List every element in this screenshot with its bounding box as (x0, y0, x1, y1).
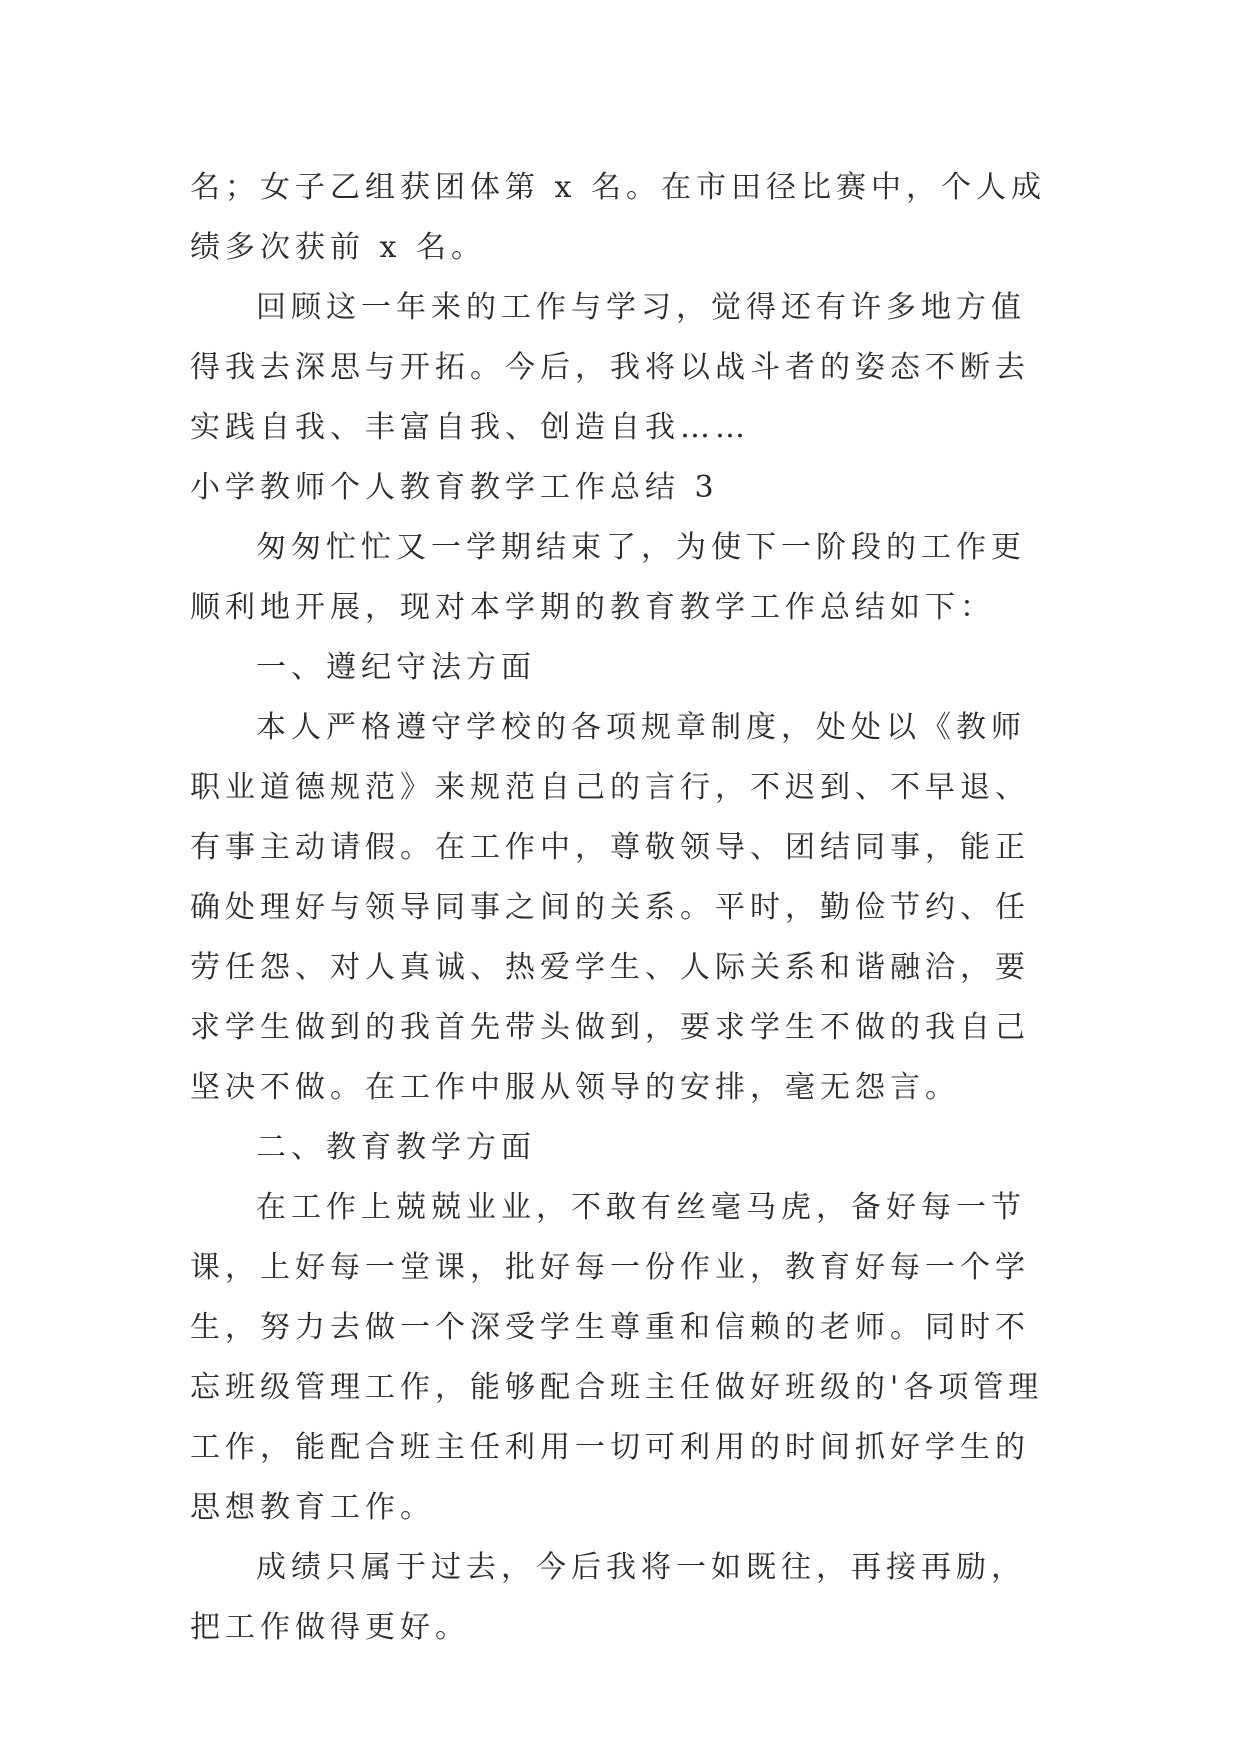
paragraph-law: 本人严格遵守学校的各项规章制度，处处以《教师职业道德规范》来规范自己的言行，不迟到、不早退、有事主动请假。在工作中，尊敬领导、团结同事，能正确处理好与领导同事之间的关系。平时，勤俭节约、任劳任怨、对人真诚、热爱学生、人际关系和谐融洽，要求学生做到的我首先带头做到，要求学生不做的我自己坚决不做。在工作中服从领导的安排，毫无怨言。 (190, 710, 1030, 1105)
paragraph-conclusion: 成绩只属于过去，今后我将一如既往，再接再励，把工作做得更好。 (190, 1550, 1026, 1645)
paragraph-intro: 匆匆忙忙又一学期结束了，为使下一阶段的工作更顺利地开展，现对本学期的教育教学工作总结如下： (190, 530, 1026, 625)
document-body (190, 158, 1050, 1658)
subheading-law: 一、遵纪守法方面 (256, 650, 536, 685)
paragraph-continuation: 名；女子乙组获团体第 x 名。在市田径比赛中，个人成绩多次获前 x 名。 (190, 170, 1046, 265)
subheading-teaching: 二、教育教学方面 (256, 1130, 536, 1165)
section-title: 小学教师个人教育教学工作总结 3 (190, 470, 719, 505)
paragraph-review: 回顾这一年来的工作与学习，觉得还有许多地方值得我去深思与开拓。今后，我将以战斗者的姿态不断去实践自我、丰富自我、创造自我…… (190, 290, 1030, 445)
paragraph-teaching: 在工作上兢兢业业，不敢有丝毫马虎，备好每一节课，上好每一堂课，批好每一份作业，教育好每一个学生，努力去做一个深受学生尊重和信赖的老师。同时不忘班级管理工作，能够配合班主任做好班级的'各项管理工作，能配合班主任利用一切可利用的时间抓好学生的思想教育工作。 (190, 1190, 1044, 1525)
